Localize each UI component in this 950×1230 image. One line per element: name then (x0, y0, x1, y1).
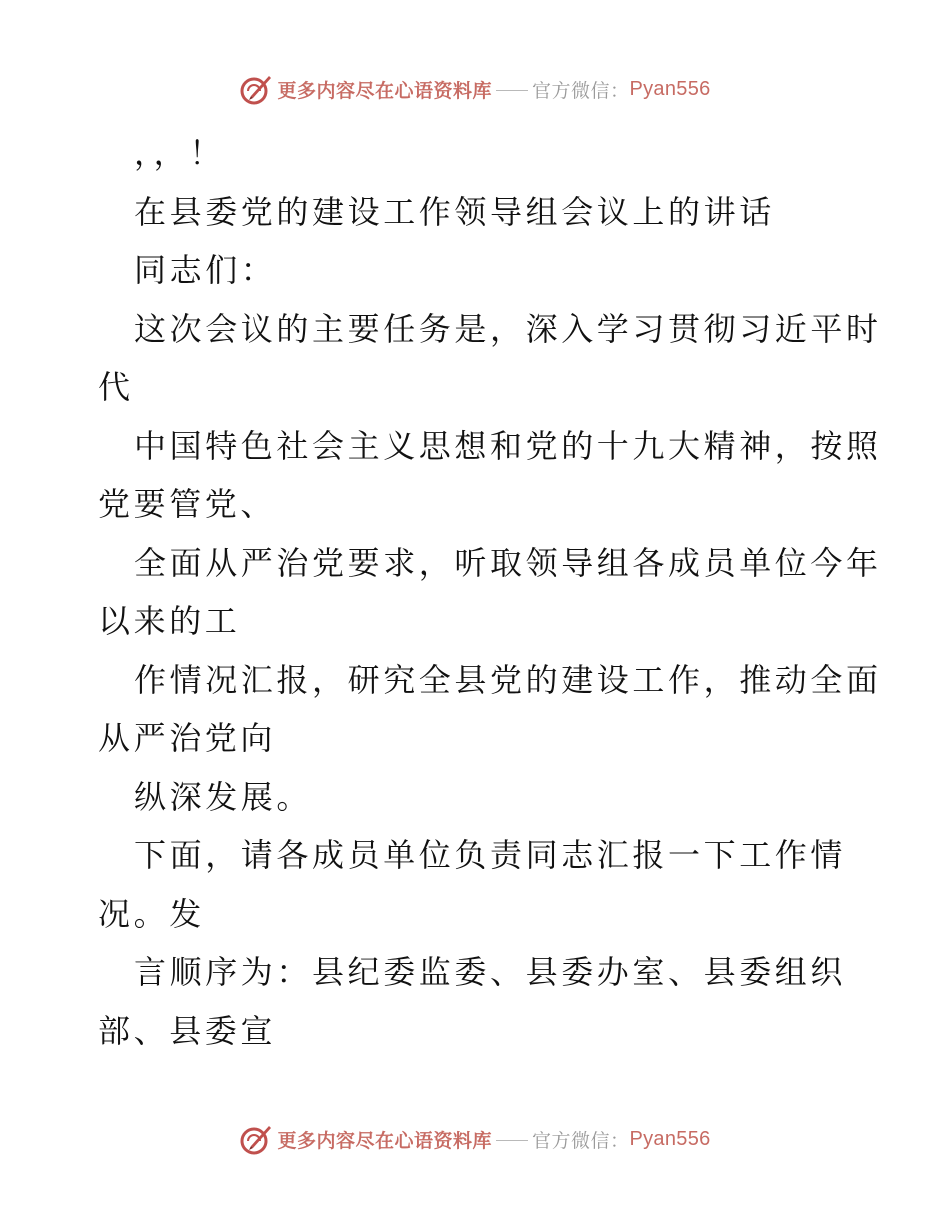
text-line: 作情况汇报，研究全县党的建设工作，推动全面 (134, 660, 882, 699)
text-line: 同志们： (134, 251, 277, 289)
text-line: 代 (98, 368, 134, 406)
watermark-title: 更多内容尽在心语资料库 (277, 1129, 492, 1152)
text-line: 党要管党、 (98, 485, 277, 523)
text-line: 下面，请各成员单位负责同志汇报一下工作情 (134, 836, 847, 874)
text-line: 在县委党的建设工作领导组会议上的讲话 (134, 192, 775, 231)
watermark-wechat-id: Pyan556 (629, 77, 711, 100)
text-line: 言顺序为：县纪委监委、县委办室、县委组织 (134, 953, 847, 991)
text-line: 从严治党向 (98, 719, 277, 757)
text-line: 纵深发展。 (134, 777, 313, 816)
text-line: 中国特色社会主义思想和党的十九大精神，按照 (134, 426, 882, 465)
text-line: ，，！ (134, 134, 225, 172)
pen-logo-icon (239, 1122, 273, 1156)
watermark-title: 更多内容尽在心语资料库 (277, 79, 492, 102)
text-line: 况。发 (98, 894, 205, 933)
text-line: 这次会议的主要任务是，深入学习贯彻习近平时 (134, 309, 882, 348)
watermark-wechat-label: 官方微信： (531, 1129, 630, 1152)
watermark-dash (496, 1140, 528, 1141)
text-line: 全面从严治党要求，听取领导组各成员单位今年 (134, 543, 882, 582)
watermark-wechat-id: Pyan556 (629, 1127, 711, 1150)
watermark-wechat-label: 官方微信： (531, 79, 630, 102)
footer-watermark (0, 1122, 950, 1156)
document-body (98, 124, 882, 1060)
pen-logo-icon (239, 72, 273, 106)
text-line: 部、县委宣 (98, 1011, 277, 1050)
header-watermark (0, 72, 950, 106)
text-line: 以来的工 (98, 602, 241, 640)
watermark-dash (496, 90, 528, 91)
